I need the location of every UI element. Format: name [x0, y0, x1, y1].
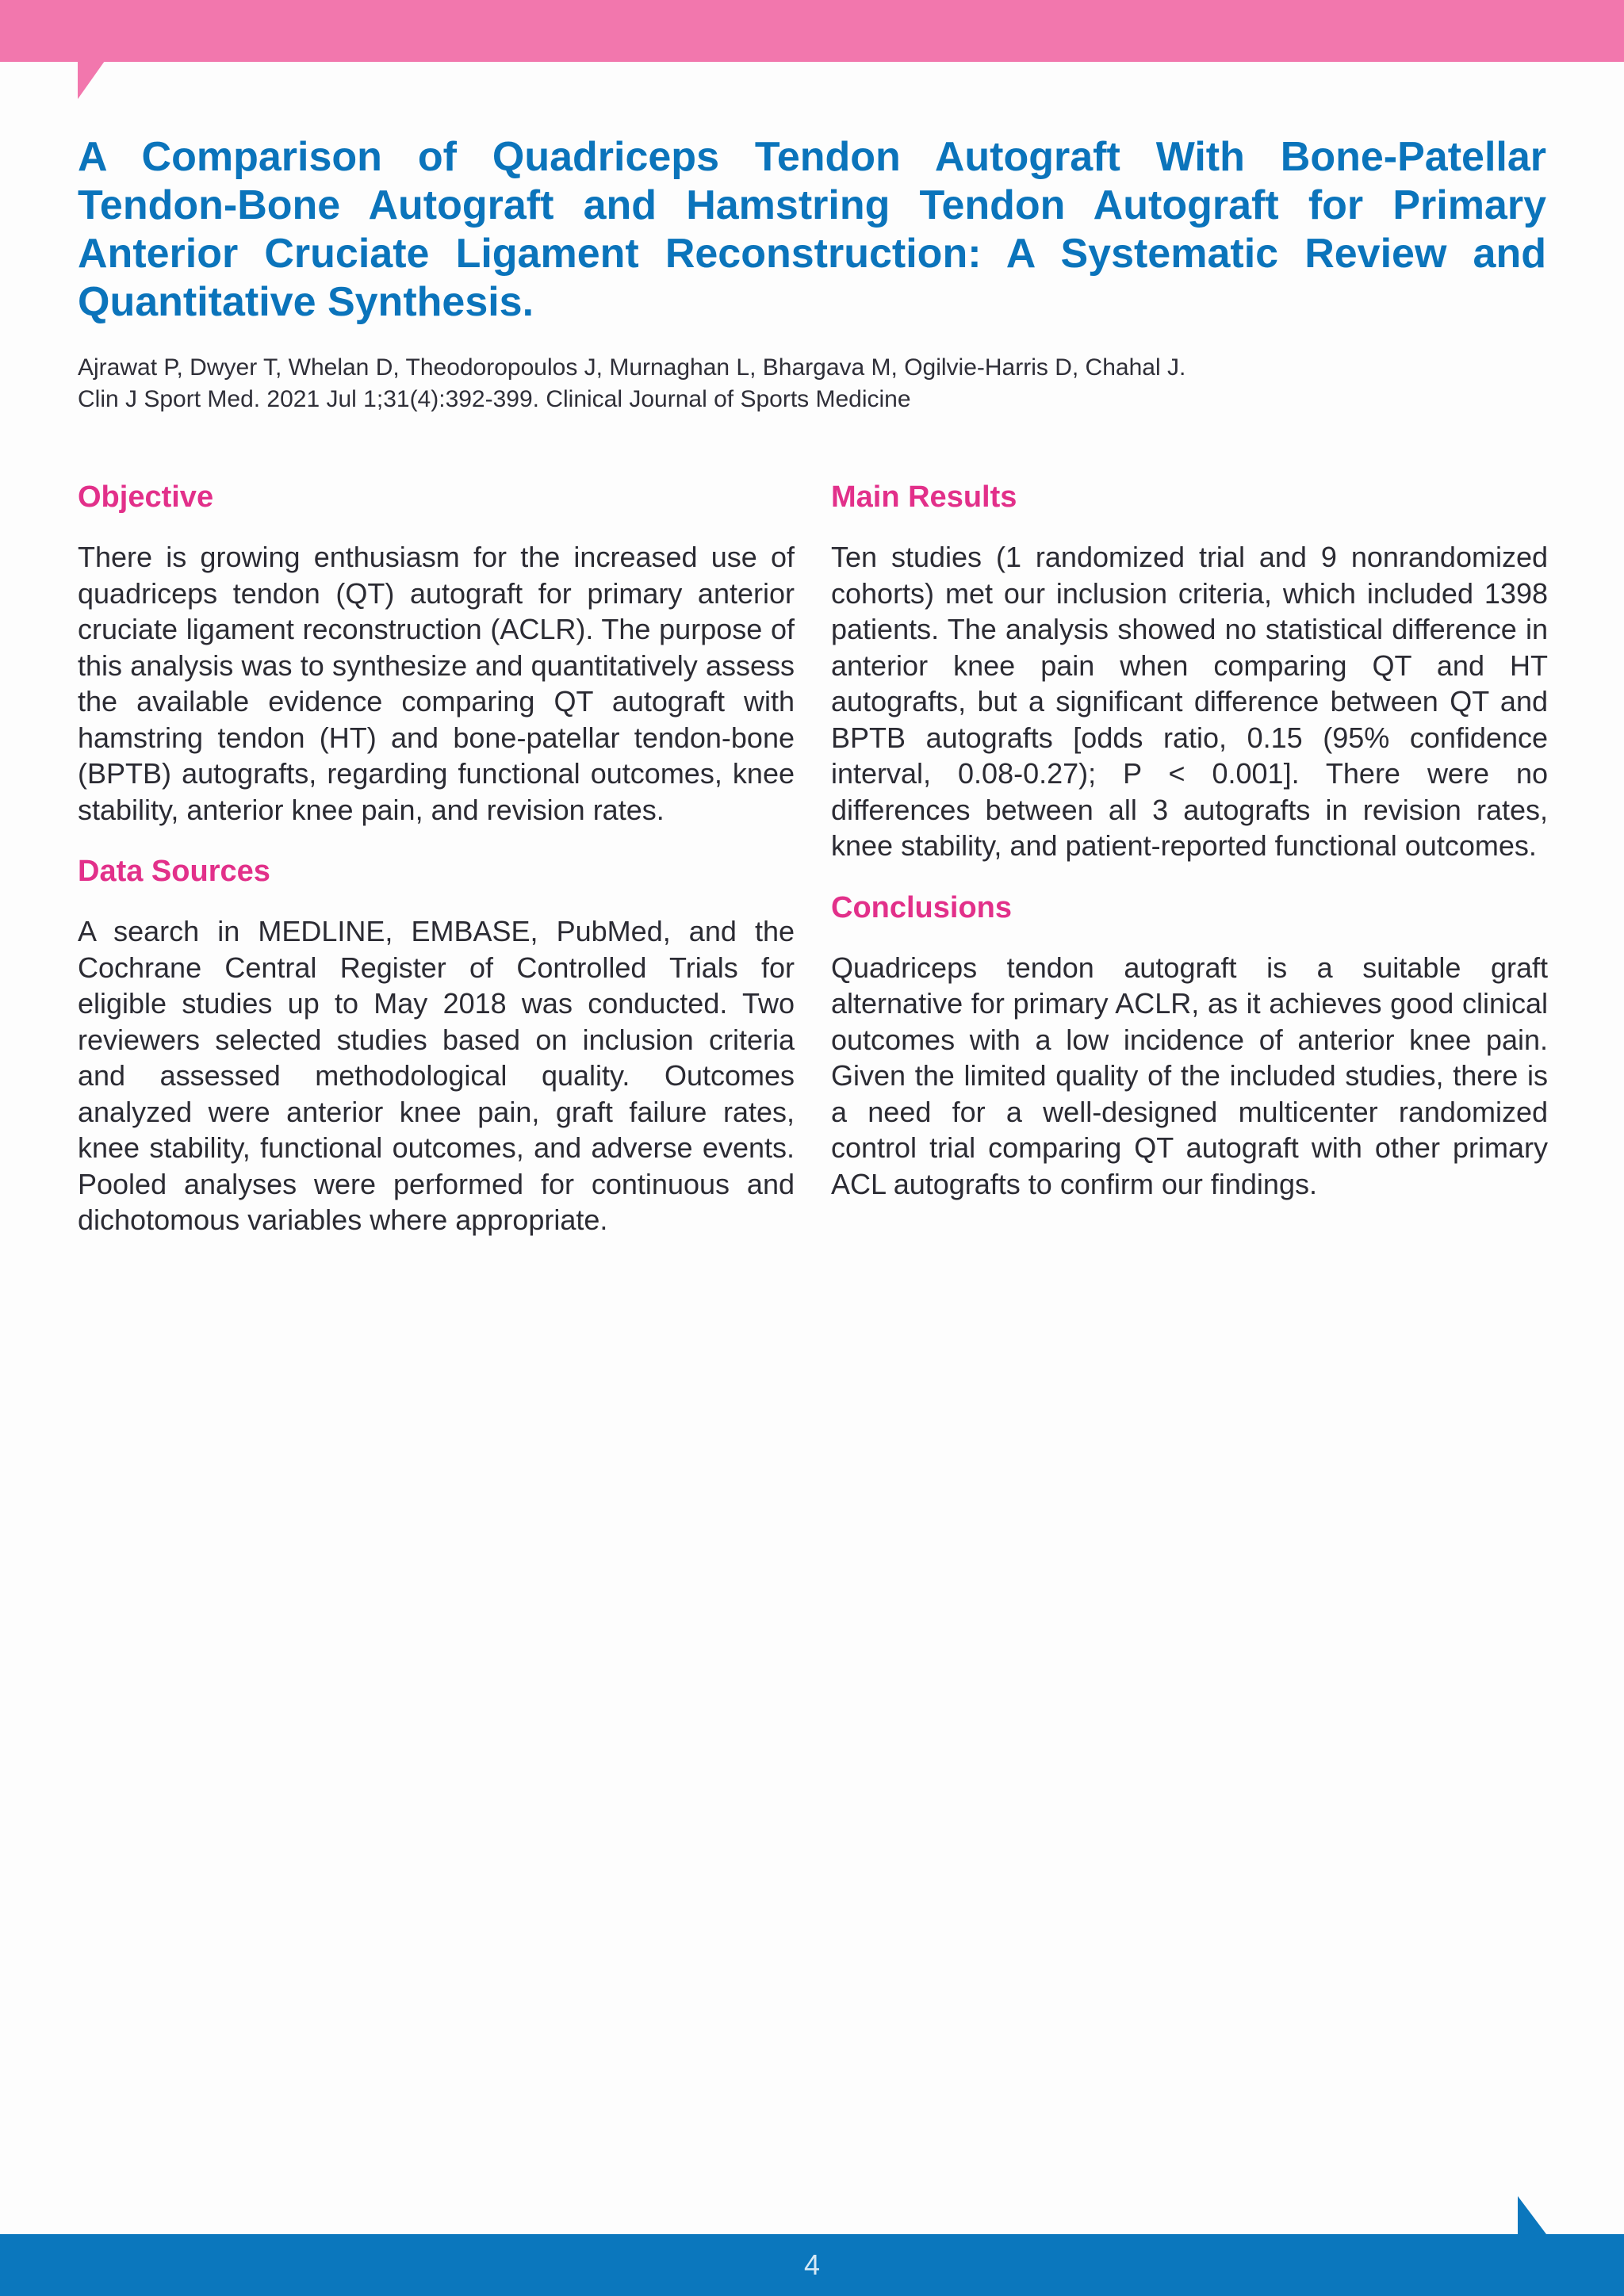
top-decorative-band	[0, 0, 1624, 62]
article-meta	[78, 352, 1546, 415]
objective-heading: Objective	[78, 480, 214, 514]
article-title: A Comparison of Quadriceps Tendon Autograft With Bone-Patellar Tendon-Bone Autograft and Hamstring Tendon Autograft for Primary Anterior Cruciate Ligament Reconstruction: A Systematic Review and Quantitative Synthesis.	[78, 134, 1546, 325]
objective-section	[78, 476, 795, 828]
left-column	[78, 476, 795, 1261]
data-sources-text: A search in MEDLINE, EMBASE, PubMed, and the Cochrane Central Register of Controlled Trials for eligible studies up to May 2018 was conducted. Two reviewers selected studies based on inclusion criteria and assessed methodological quality. Outcomes analyzed were anterior knee pain, graft failure rates, knee stability, functional outcomes, and adverse events. Pooled analyses were performed for continuous and dichotomous variables where appropriate.	[78, 915, 795, 1236]
top-flag-decoration	[78, 61, 105, 99]
data-sources-heading: Data Sources	[78, 855, 270, 888]
conclusions-section	[831, 886, 1548, 1203]
data-sources-section	[78, 850, 795, 1238]
author-list: Ajrawat P, Dwyer T, Whelan D, Theodoropoulos J, Murnaghan L, Bhargava M, Ogilvie-Harris D, Chahal J.	[78, 354, 1186, 381]
journal-citation: Clin J Sport Med. 2021 Jul 1;31(4):392-399. Clinical Journal of Sports Medicine	[78, 386, 911, 412]
objective-text: There is growing enthusiasm for the increased use of quadriceps tendon (QT) autograft for primary anterior cruciate ligament reconstruction (ACLR). The purpose of this analysis was to synthesize and quantitatively assess the available evidence comparing QT autograft with hamstring tendon (HT) and bone-patellar tendon-bone (BPTB) autografts, regarding functional outcomes, knee stability, anterior knee pain, and revision rates.	[78, 541, 795, 826]
bottom-flag-decoration	[1518, 2196, 1546, 2234]
main-results-section	[831, 476, 1548, 864]
conclusions-heading: Conclusions	[831, 890, 1013, 924]
main-results-heading: Main Results	[831, 480, 1017, 514]
page-number: 4	[803, 2248, 821, 2281]
right-column	[831, 476, 1548, 1224]
main-results-text: Ten studies (1 randomized trial and 9 nonrandomized cohorts) met our inclusion criteria, which included 1398 patients. The analysis showed no statistical difference in anterior knee pain when comparing QT and HT autografts, but a significant difference between QT and BPTB autografts [odds ratio, 0.15 (95% confidence interval, 0.08-0.27); P < 0.001]. There were no differences between all 3 autografts in revision rates, knee stability, and patient-reported functional outcomes.	[831, 541, 1548, 862]
conclusions-text: Quadriceps tendon autograft is a suitable graft alternative for primary ACLR, as it achieves good clinical outcomes with a low incidence of anterior knee pain. Given the limited quality of the included studies, there is a need for a well-designed multicenter randomized control trial comparing QT autograft with other primary ACL autografts to confirm our findings.	[831, 951, 1548, 1200]
